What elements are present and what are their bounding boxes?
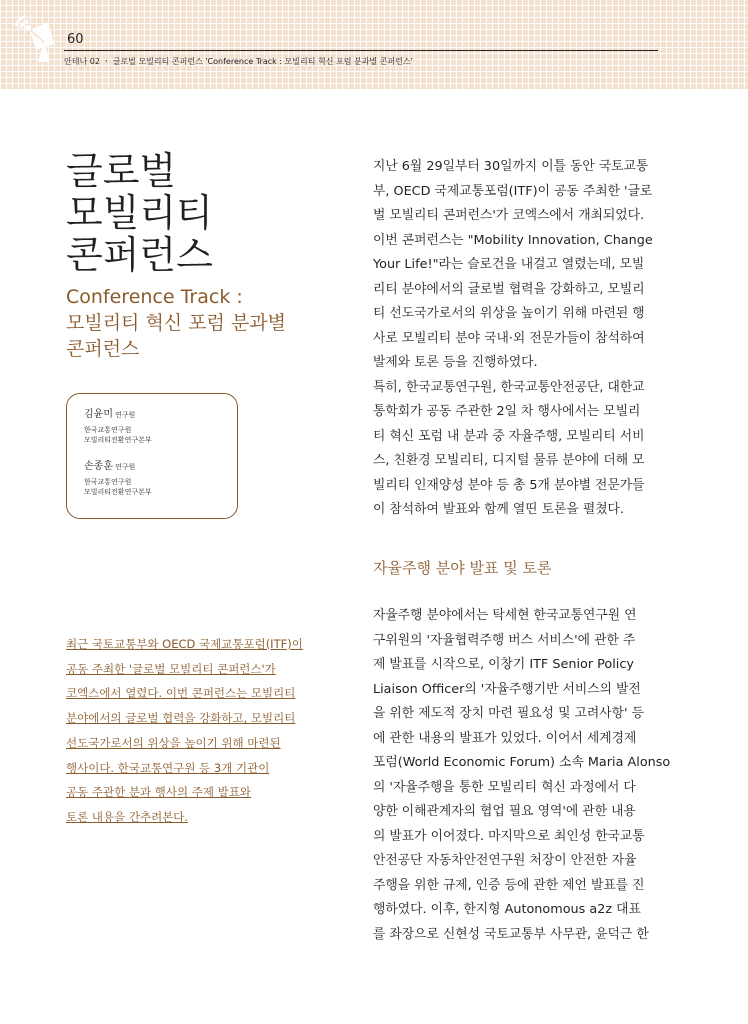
body-line: 특히, 한국교통연구원, 한국교통안전공단, 대한교 (373, 379, 645, 395)
author-box (66, 393, 238, 519)
body-line: 벌 모빌리티 콘퍼런스'가 코엑스에서 개최되었다. (373, 208, 645, 223)
body-line: 에 관한 내용의 발표가 있었다. 이어서 세계경제 (373, 730, 637, 746)
summary-line: 최근 국토교통부와 OECD 국제교통포럼(ITF)이 (66, 637, 303, 651)
summary-line: 행사이다. 한국교통연구원 등 3개 기관이 (66, 760, 270, 775)
running-title: 안테나 02 ㆍ 글로벌 모빌리티 콘퍼런스 'Conference Track : 모빌리티 혁신 포럼 분과별 콘퍼런스' (64, 57, 413, 66)
body-line: 부, OECD 국제교통포럼(ITF)이 공동 주최한 '글로 (373, 183, 653, 199)
body-line: 자율주행 분야에서는 탁세현 한국교통연구원 연 (373, 608, 637, 623)
body-line: 양한 이해관계자의 협업 필요 영역'에 관한 내용 (373, 804, 636, 819)
author-entry (84, 460, 152, 497)
body-line: 를 좌장으로 신현성 국토교통부 사무관, 윤덕근 한 (373, 926, 649, 942)
author-affiliation: 한국교통연구원 (84, 426, 132, 434)
article-summary (66, 632, 322, 830)
body-line: 티 혁신 포럼 내 분과 중 자율주행, 모빌리티 서비 (373, 428, 645, 444)
body-line: Liaison Officer의 '자율주행기반 서비스의 발전 (373, 681, 641, 697)
body-line: Your Life!"라는 슬로건을 내걸고 열렸는데, 모빌 (373, 257, 645, 272)
summary-line: 선도국가로서의 위상을 높이기 위해 마련된 (66, 735, 281, 750)
body-line: 발제와 토론 등을 진행하였다. (373, 355, 538, 370)
author-name: 손종훈 (84, 461, 113, 472)
page-number: 60 (67, 32, 84, 47)
author-affiliation: 한국교통연구원 (84, 478, 132, 486)
body-section (373, 604, 671, 947)
body-line: 스, 친환경 모빌리티, 디지털 물류 분야에 더해 모 (373, 453, 645, 468)
summary-line: 분야에서의 글로벌 협력을 강화하고, 모빌리티 (66, 711, 296, 726)
summary-line: 토론 내용을 간추려본다. (66, 809, 189, 824)
section-heading: 자율주행 분야 발표 및 토론 (373, 559, 552, 577)
body-line: 을 위한 제도적 장치 마련 필요성 및 고려사항' 등 (373, 706, 644, 721)
body-line: 안전공단 자동차안전연구원 처장이 안전한 자율 (373, 853, 637, 868)
author-role: 연구원 (114, 411, 136, 419)
body-line: 포럼(World Economic Forum) 소속 Maria Alonso (373, 755, 671, 770)
subtitle-line: Conference Track : (66, 286, 243, 308)
author-affiliation: 모빌리티전환연구본부 (84, 488, 152, 496)
body-line: 행하였다. 이후, 한지형 Autonomous a2z 대표 (373, 902, 641, 917)
article-subtitle (66, 284, 286, 362)
subtitle-line: 모빌리티 혁신 포럼 분과별 (66, 312, 287, 334)
title-line: 모빌리티 (66, 191, 213, 235)
body-line: 사로 모빌리티 분야 국내·외 전문가들이 참석하여 (373, 330, 645, 346)
summary-line: 공동 주관한 분과 행사의 주제 발표와 (66, 785, 251, 800)
title-line: 글로벌 (66, 149, 177, 193)
antenna-satellite-icon (14, 14, 62, 64)
body-line: 제 발표를 시작으로, 이창기 ITF Senior Policy (373, 657, 634, 672)
body-line: 이번 콘퍼런스는 "Mobility Innovation, Change (373, 232, 653, 248)
summary-line: 공동 주최한 '글로벌 모빌리티 콘퍼런스'가 (66, 661, 276, 676)
body-line: 구위원의 '자율협력주행 버스 서비스'에 관한 주 (373, 632, 636, 648)
body-line: 주행을 위한 규제, 인증 등에 관한 제언 발표를 진 (373, 877, 645, 893)
body-intro (373, 155, 663, 523)
body-line: 통학회가 공동 주관한 2일 차 행사에서는 모빌리 (373, 404, 641, 419)
author-affiliation: 모빌리티전환연구본부 (84, 436, 152, 444)
body-line: 빌리티 인재양성 분야 등 총 5개 분야별 전문가들 (373, 477, 645, 493)
body-line: 이 참석하여 발표와 함께 열띤 토론을 펼쳤다. (373, 502, 624, 517)
body-line: 의 '자율주행을 통한 모빌리티 혁신 과정에서 다 (373, 779, 636, 795)
title-line: 콘퍼런스 (66, 233, 213, 277)
body-line: 티 선도국가로서의 위상을 높이기 위해 마련된 행 (373, 306, 645, 321)
body-line: 의 발표가 이어졌다. 마지막으로 최인성 한국교통 (373, 828, 645, 844)
author-entry (84, 408, 152, 445)
page-header-band (0, 0, 748, 89)
author-role: 연구원 (114, 463, 136, 471)
subtitle-line: 콘퍼런스 (66, 338, 140, 360)
article-title (66, 150, 213, 276)
author-name: 김윤미 (84, 409, 113, 420)
header-divider (64, 50, 658, 51)
body-line: 지난 6월 29일부터 30일까지 이틀 동안 국토교통 (373, 159, 649, 174)
summary-line: 코엑스에서 열렸다. 이번 콘퍼런스는 모빌리티 (66, 686, 296, 701)
body-line: 리티 분야에서의 글로벌 협력을 강화하고, 모빌리 (373, 281, 645, 297)
